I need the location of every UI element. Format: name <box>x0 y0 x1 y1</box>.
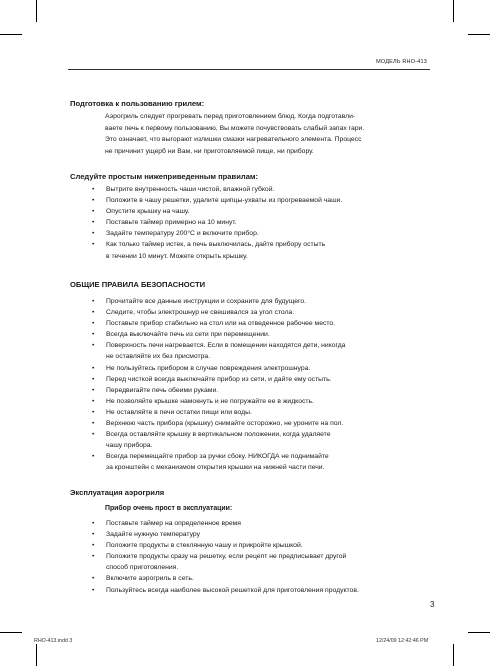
bullet-icon: • <box>92 186 95 193</box>
timestamp-slug: 12/24/09 12:42:46 PM <box>376 638 429 644</box>
paragraph-line: Это означает, что выгорают излишки смазки нагревательного элемента. Процесс <box>105 136 362 143</box>
list-item <box>92 239 437 261</box>
crop-mark <box>36 644 37 666</box>
list-item-line: Всегда выключайте печь из сети при перемещении. <box>106 331 270 339</box>
bullet-icon: • <box>92 386 95 394</box>
bullet-icon: • <box>92 331 95 339</box>
bullet-icon: • <box>92 397 95 405</box>
list-item <box>92 340 437 362</box>
crop-mark <box>0 34 22 35</box>
bullet-icon: • <box>92 431 95 439</box>
list-item <box>92 540 437 551</box>
list-item <box>92 228 437 239</box>
list-item <box>92 184 437 195</box>
safety-list <box>92 296 437 474</box>
file-slug: RHO-413.indd 3 <box>34 638 73 644</box>
bullet-icon: • <box>92 520 95 527</box>
bullet-icon: • <box>92 298 95 305</box>
list-item-line: Не пользуйтесь прибором в случае повреждения электрошнура. <box>106 364 311 372</box>
list-item <box>92 206 437 217</box>
model-label: МОДЕЛЬ RHO-413 <box>376 59 427 65</box>
list-item <box>92 307 437 318</box>
bullet-icon: • <box>92 320 95 328</box>
bullet-icon: • <box>92 408 95 416</box>
list-item-line: Задайте нужную температуру <box>106 531 201 539</box>
bullet-icon: • <box>92 553 95 561</box>
header-rule <box>68 69 430 70</box>
bullet-icon: • <box>92 219 95 227</box>
paragraph-line: Аэрогриль следует прогревать перед приготовлением блюд. Когда подготавли- <box>105 113 356 120</box>
list-item-line: Всегда перемещайте прибор за ручки сбоку. НИКОГДА не поднимайте <box>106 453 329 461</box>
bullet-icon: • <box>92 364 95 372</box>
list-item-line: Поставьте таймер на определенное время <box>106 520 241 527</box>
bullet-icon: • <box>92 453 95 461</box>
list-item-line: Пользуйтесь всегда наиболее высокой решеткой для приготовления продуктов. <box>106 586 359 594</box>
section-heading-safety: ОБЩИЕ ПРАВИЛА БЕЗОПАСНОСТИ <box>70 280 206 289</box>
bullet-icon: • <box>92 542 95 550</box>
list-item-line: Положите в чашу решетки, удалите щипцы-ухваты из прогреваемой чаши. <box>106 197 343 205</box>
list-item <box>92 418 437 429</box>
list-item <box>92 573 437 584</box>
bullet-icon: • <box>92 230 95 238</box>
paragraph-line: ваете печь к первому пользованию, Вы можете почувствовать слабый запах гари. <box>105 124 365 132</box>
crop-mark <box>0 632 22 633</box>
list-item <box>92 585 437 596</box>
list-item <box>92 451 437 473</box>
list-item <box>92 551 437 573</box>
bullet-icon: • <box>92 309 95 317</box>
list-item-line: Перед чисткой всегда выключайте прибор из сети, и дайте ему остыть. <box>106 375 332 383</box>
operation-list <box>92 518 437 596</box>
list-item-line: Положите продукты в стеклянную чашу и прикройте крышкой. <box>106 542 303 550</box>
list-item <box>92 396 437 407</box>
section-heading-rules: Следуйте простым нижеприведенным правилам: <box>70 172 259 181</box>
list-item <box>92 363 437 374</box>
paragraph-line: не причинит ущерб ни Вам, ни приготовляемой пище, ни прибору. <box>105 147 314 155</box>
list-item <box>92 518 437 529</box>
list-item-line: Поставьте таймер примерно на 10 минут. <box>106 219 237 227</box>
list-item <box>92 217 437 228</box>
crop-mark <box>453 0 454 22</box>
crop-mark <box>36 0 37 22</box>
list-item-line: Прочитайте все данные инструкции и сохраните для будущего. <box>106 298 307 305</box>
bullet-icon: • <box>92 575 95 583</box>
list-item <box>92 407 437 418</box>
list-item-line: Не оставляйте в печи остатки пищи или воды. <box>106 408 252 416</box>
bullet-icon: • <box>92 342 95 350</box>
list-item-line: Опустите крышку на чашу. <box>106 208 190 216</box>
list-item <box>92 329 437 340</box>
bullet-icon: • <box>92 241 95 249</box>
list-item <box>92 385 437 396</box>
list-item <box>92 318 437 329</box>
operation-subheading: Прибор очень прост в эксплуатации: <box>105 505 233 512</box>
bullet-icon: • <box>92 197 95 205</box>
list-item-line: в течении 10 минут. Можете открыть крышку. <box>106 252 248 260</box>
bullet-icon: • <box>92 531 95 539</box>
list-item <box>92 429 437 451</box>
list-item-line: способ приготовления. <box>106 564 179 572</box>
list-item-line: Как только таймер истек, а печь выключилась, дайте прибору остыть <box>106 241 326 249</box>
preparation-paragraph <box>105 111 435 157</box>
page-number: 3 <box>430 600 435 609</box>
list-item-line: Положите продукты сразу на решетку, если рецепт не предписывает другой <box>106 553 347 561</box>
crop-mark <box>453 644 454 666</box>
list-item <box>92 529 437 540</box>
list-item-line: Всегда оставляйте крышку в вертикальном положении, когда удаляете <box>106 431 331 439</box>
rules-list <box>92 184 437 262</box>
list-item-line: Верхнюю часть прибора (крышку) снимайте осторожно, не уроните на пол. <box>106 420 344 428</box>
bullet-icon: • <box>92 208 95 216</box>
list-item-line: Поставьте прибор стабильно на стол или на отведенное рабочее место. <box>106 320 336 328</box>
section-heading-preparation: Подготовка к пользованию грилем: <box>70 99 205 108</box>
bullet-icon: • <box>92 420 95 428</box>
list-item-line: Не позволяйте крышке намокнуть и не погружайте ее в жидкость. <box>106 397 314 405</box>
section-heading-operation: Эксплуатация аэрогриля <box>70 488 165 497</box>
list-item <box>92 296 437 307</box>
list-item-line: чашу прибора. <box>106 442 153 450</box>
list-item-line: Следите, чтобы электрошнур не свешивался за угол стола. <box>106 309 295 317</box>
list-item-line: Вытрите внутренность чаши чистой, влажной губкой. <box>106 186 275 193</box>
list-item-line: Задайте температуру 200°С и включите прибор. <box>106 230 259 238</box>
list-item <box>92 195 437 206</box>
list-item <box>92 374 437 385</box>
list-item-line: Передвигайте печь обеими руками. <box>106 386 219 394</box>
list-item-line: Включите аэрогриль в сеть. <box>106 575 194 583</box>
bullet-icon: • <box>92 375 95 383</box>
crop-mark <box>468 34 490 35</box>
bullet-icon: • <box>92 586 95 594</box>
list-item-line: за кронштейн с механизмом открытия крышки на нижней части печи. <box>106 464 325 472</box>
list-item-line: Поверхность печи нагревается. Если в помещении находятся дети, никогда <box>106 342 346 350</box>
list-item-line: не оставляйте их без присмотра. <box>106 353 211 361</box>
crop-mark <box>468 632 490 633</box>
